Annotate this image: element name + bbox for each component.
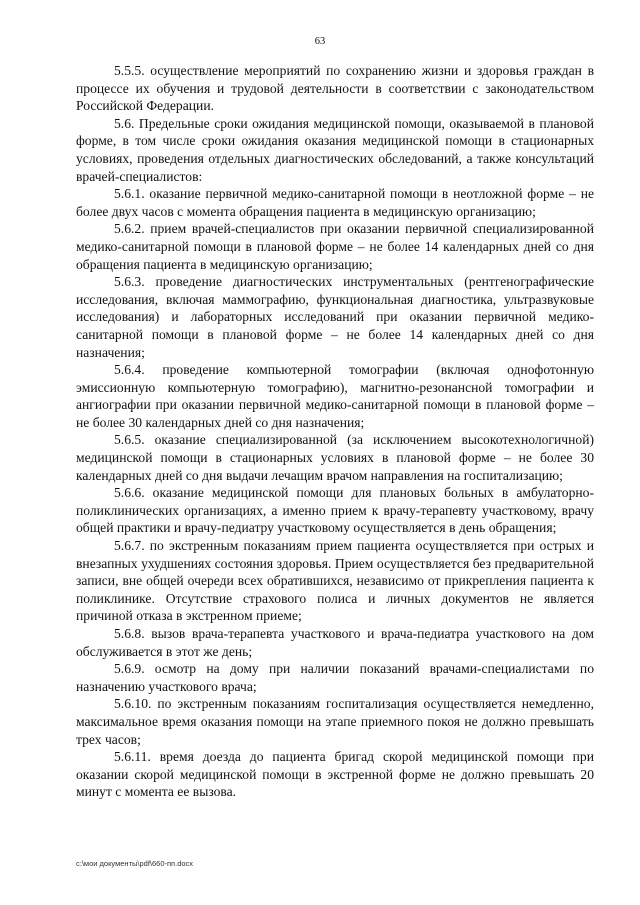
paragraph-5-6-2: 5.6.2. прием врачей-специалистов при оказании первичной специализированной медико-санитарной помощи в плановой форме – не более 14 календарных дней со дня обращения пациента в медицинскую организацию; [76,221,594,272]
footer-file-path: c:\мои документы\pdf\660-пп.docx [76,859,194,868]
document-body [76,62,594,801]
paragraph-5-6-5: 5.6.5. оказание специализированной (за исключением высокотехнологичной) медицинской помощи в стационарных условиях в плановой форме – не более 30 календарных дней со дня выдачи лечащим врачом направления на госпитализацию; [76,432,594,483]
paragraph-5-6-9: 5.6.9. осмотр на дому при наличии показаний врачами-специалистами по назначению участкового врача; [76,661,594,694]
paragraph-5-6-3: 5.6.3. проведение диагностических инструментальных (рентгенографические исследования, включая маммографию, функциональная диагностика, ультразвуковые исследования) и лабораторных исследований при оказании первичной медико-санитарной помощи в плановой форме – не более 14 календарных дней со дня назначения; [76,274,594,360]
paragraph-5-6-7: 5.6.7. по экстренным показаниям прием пациента осуществляется при острых и внезапных ухудшениях состояния здоровья. Прием осуществляется без предварительной записи, вне общей очереди всех обратившихся, независимо от прикрепления пациента к поликлинике. Отсутствие страхового полиса и личных документов не является причиной отказа в экстренном приеме; [76,538,594,624]
paragraph-5-6-8: 5.6.8. вызов врача-терапевта участкового и врача-педиатра участкового на дом обслуживается в этот же день; [76,626,594,659]
paragraph-5-6-10: 5.6.10. по экстренным показаниям госпитализация осуществляется немедленно, максимальное время оказания помощи на этапе приемного покоя не должно превышать трех часов; [76,696,594,747]
paragraph-5-5-5: 5.5.5. осуществление мероприятий по сохранению жизни и здоровья граждан в процессе их обучения и трудовой деятельности в соответствии с законодательством Российской Федерации. [76,63,594,114]
paragraph-5-6-4: 5.6.4. проведение компьютерной томографии (включая однофотонную эмиссионную компьютерную томографию), магнитно-резонансной томографии и ангиографии при оказании первичной медико-санитарной помощи в плановой форме – не более 30 календарных дней со дня назначения; [76,362,594,430]
paragraph-5-6-11: 5.6.11. время доезда до пациента бригад скорой медицинской помощи при оказании скорой медицинской помощи в экстренной форме не должно превышать 20 минут с момента ее вызова. [76,749,594,800]
paragraph-5-6: 5.6. Предельные сроки ожидания медицинской помощи, оказываемой в плановой форме, в том числе сроки ожидания оказания медицинской помощи в стационарных условиях, проведения отдельных диагностических обследований, а также консультаций врачей-специалистов: [76,115,594,184]
paragraph-5-6-6: 5.6.6. оказание медицинской помощи для плановых больных в амбулаторно-поликлинических организациях, а именно прием к врачу-терапевту участковому, врачу общей практики и врачу-педиатру участковому осуществляется в день обращения; [76,485,594,536]
page-number: 63 [314,36,326,47]
paragraph-5-6-1: 5.6.1. оказание первичной медико-санитарной помощи в неотложной форме – не более двух часов с момента обращения пациента в медицинскую организацию; [76,186,594,219]
